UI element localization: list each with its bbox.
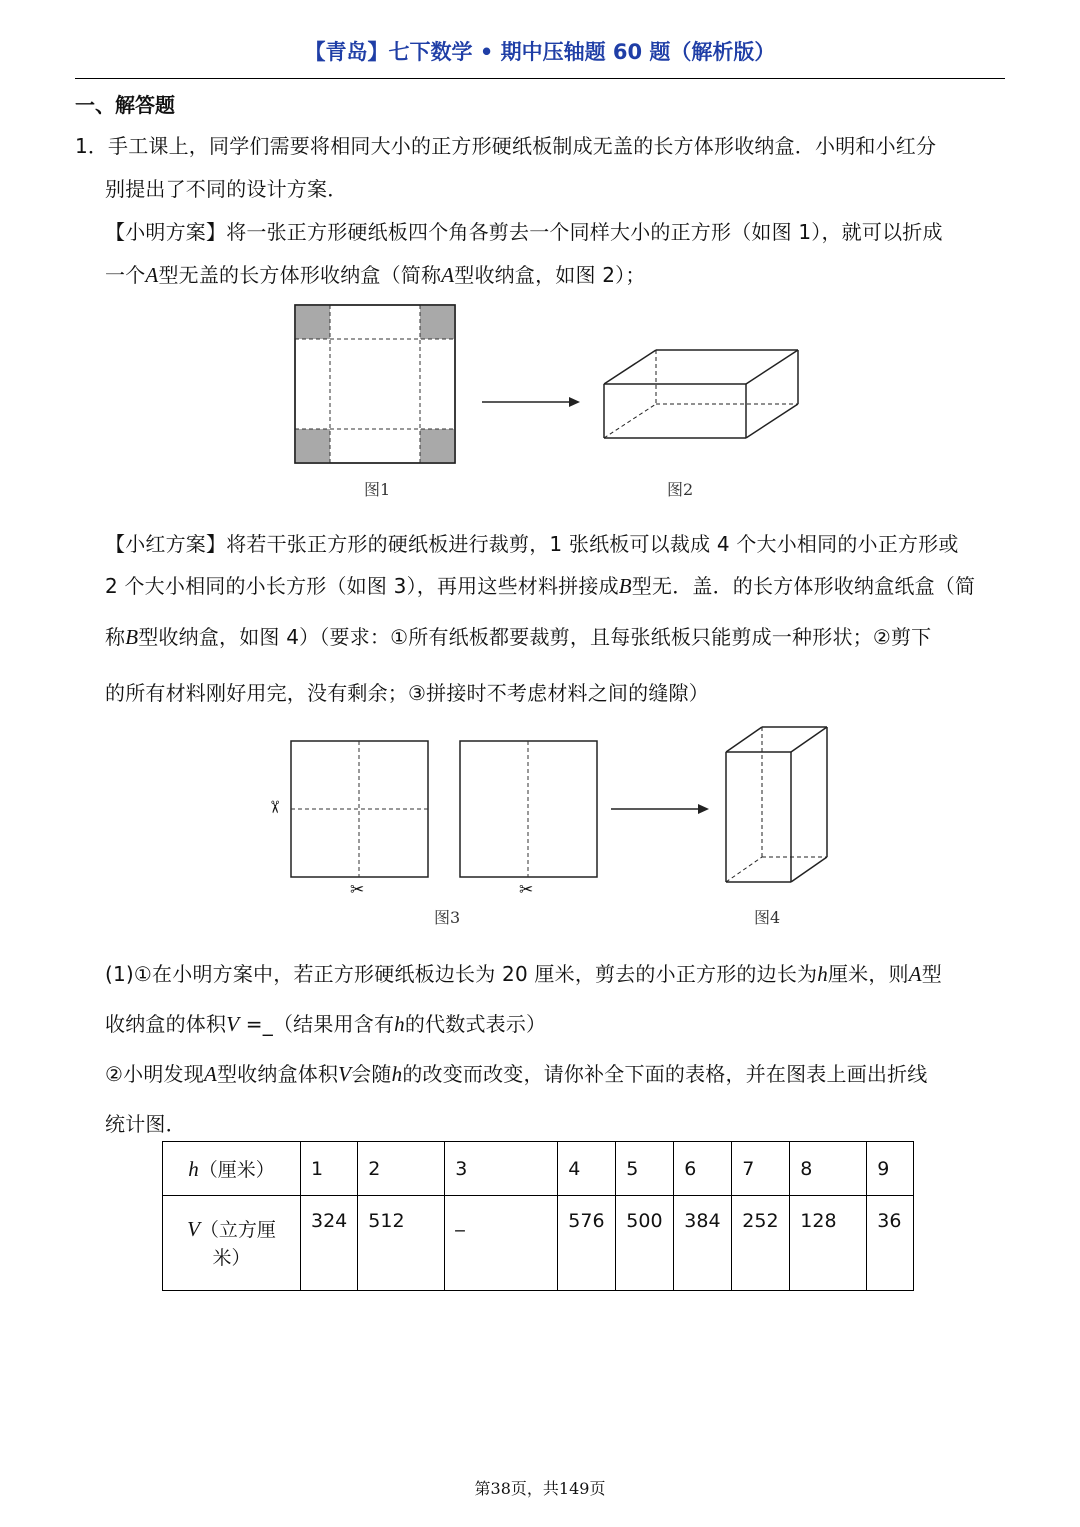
table-row [163,1196,914,1291]
cut-corner [296,429,330,462]
table-cell: 1 [301,1142,358,1196]
table-cell: 252 [732,1196,790,1291]
paragraph-line: 别提出了不同的设计方案． [105,177,348,201]
subquestion-1-line: (1)①在小明方案中，若正方形硬纸板边长为 20 厘米，剪去的小正方形的边长为h厘米，则A型 [105,962,942,986]
question-number: 1． [75,134,109,158]
answer-blank: _ [445,1196,558,1291]
figure-1-2 [280,295,820,505]
table-cell: 128 [790,1196,867,1291]
table-cell: 3 [445,1142,558,1196]
table-cell: 512 [358,1196,445,1291]
document-header: 【青岛】七下数学 • 期中压轴题 60 题（解析版） [304,40,776,64]
figure-3-4 [265,720,845,905]
arrow [482,397,580,407]
table-cell: 384 [674,1196,732,1291]
subquestion-2-line: ②小明发现A型收纳盒体积V会随h的改变而改变，请你补全下面的表格，并在图表上画出折线 [105,1062,928,1086]
figure-3-board-rectangles [460,741,597,877]
figure-2-caption: 图2 [667,480,694,499]
page-footer: 第38页，共149页 [474,1479,606,1498]
table-cell: 9 [867,1142,914,1196]
header-rule [75,78,1005,79]
table-header-cell: h（厘米） [163,1142,301,1196]
scissors-icon: ✂ [264,799,285,815]
table-cell: 2 [358,1142,445,1196]
subquestion-1-line: 收纳盒的体积V =_（结果用含有h的代数式表示） [105,1012,547,1036]
xiaohong-plan-line: 的所有材料刚好用完，没有剩余；③拼接时不考虑材料之间的缝隙） [105,681,709,705]
table-cell: 36 [867,1196,914,1291]
table-cell: 576 [558,1196,616,1291]
table-cell: 324 [301,1196,358,1291]
table-cell: 6 [674,1142,732,1196]
xiaoming-plan-line: 【小明方案】将一张正方形硬纸板四个角各剪去一个同样大小的正方形（如图 1），就可以折成 [105,220,943,244]
figure-3-board-squares [291,741,428,877]
scissors-icon: ✂ [519,880,534,900]
xiaohong-plan-line: 称B型收纳盒，如图 4）（要求：①所有纸板都要裁剪，且每张纸板只能剪成一种形状；②剪下 [105,625,932,649]
cut-corner [420,429,454,462]
cut-corner [420,306,454,339]
xiaoming-plan-line: 一个A型无盖的长方体形收纳盒（简称A型收纳盒，如图 2）； [105,263,646,287]
scissors-icon: ✂ [350,880,365,900]
h-v-table [162,1141,914,1291]
paragraph-line: 手工课上，同学们需要将相同大小的正方形硬纸板制成无盖的长方体形收纳盒．小明和小红分 [108,134,937,158]
figure-1-caption: 图1 [364,480,391,499]
figure-4-tall-box [726,727,827,882]
figure-3-caption: 图3 [434,908,461,927]
xiaohong-plan-line: 2 个大小相同的小长方形（如图 3），再用这些材料拼接成B型无．盖．的长方体形收纳盒纸盒（简 [105,574,976,598]
figure-4-caption: 图4 [754,908,781,927]
table-cell: 5 [616,1142,674,1196]
subquestion-2-line: 统计图． [105,1112,186,1136]
section-title: 一、解答题 [75,93,175,117]
xiaohong-plan-line: 【小红方案】将若干张正方形的硬纸板进行裁剪，1 张纸板可以裁成 4 个大小相同的小正方形或 [105,532,959,556]
table-cell: 500 [616,1196,674,1291]
cut-corner [296,306,330,339]
table-cell: 8 [790,1142,867,1196]
table-header-cell: V（立方厘 米） [163,1196,301,1291]
arrow [611,804,709,814]
figure-2-box [604,350,798,438]
table-row [163,1142,914,1196]
table-cell: 7 [732,1142,790,1196]
table-cell: 4 [558,1142,616,1196]
figure-1-square-board [295,305,455,463]
